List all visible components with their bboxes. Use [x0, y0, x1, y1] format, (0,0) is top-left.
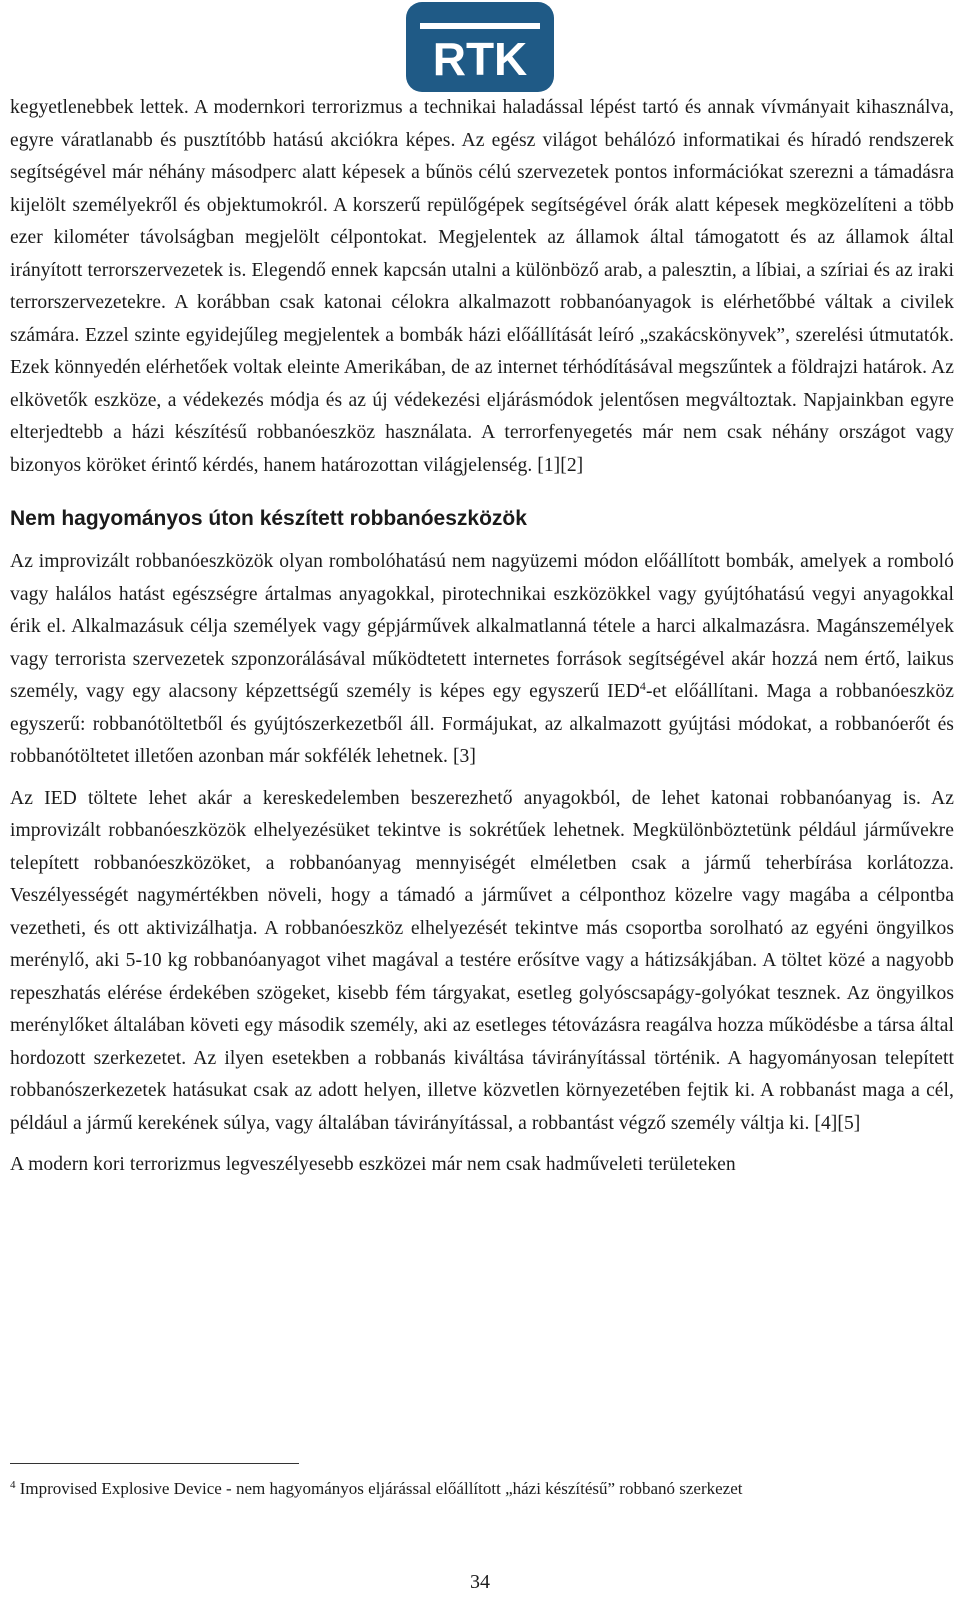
paragraph-4: A modern kori terrorizmus legveszélyesebb eszközei már nem csak hadműveleti területeken [10, 1154, 736, 1175]
paragraph-2-part-b: -et előállítani. Maga a robbanóeszköz egyszerű: robbanótöltetből és gyújtószerkezetből áll. Formájukat, az alkalmazott gyújtási módokat, a robbanóerőt és robbanótöltetet illetően azonban már sokfélék lehetnek. [3] [10, 681, 954, 767]
footnote-divider [10, 1463, 299, 1464]
section-heading: Nem hagyományos úton készített robbanóeszközök [10, 507, 527, 530]
footnote-text: Improvised Explosive Device - nem hagyományos eljárással előállított „házi készítésű” robbanó szerkezet [15, 1479, 743, 1498]
paragraph-1: kegyetlenebbek lettek. A modernkori terrorizmus a technikai haladással lépést tartó és annak vívmányait kihasználva, egyre váratlanabb és pusztítóbb hatású akciókra képes. Az egész világot behálózó informatikai és híradó rendszerek segítségével már néhány másodperc alatt képesek a bűnös célú szervezetek pontos információkat szerezni a támadásra kijelölt személyekről és objektumokról. A korszerű repülőgépek segítségével órák alatt képesek megközelíteni a több ezer kilométer távolságban megjelölt célpontokat. Megjelentek az államok által támogatott és az államok által irányított terrorszervezetek is. Elegendő ennek kapcsán utalni a különböző arab, a palesztin, a líbiai, a szíriai és az iraki terrorszervezetekre. A korábban csak katonai célokra alkalmazott robbanóanyagok is elérhetőbbé váltak a civilek számára. Ezzel szinte egyidejűleg megjelentek a bombák házi előállítását leíró „szakácskönyvek”, szerelési útmutatók. Ezek könnyedén elérhetőek voltak eleinte Amerikában, de az internet térhódításával megszűntek a földrajzi határok. Az elkövetők eszköze, a védekezés módja és az új védekezési eljárásmódok jelentősen megváltoztak. Napjainkban egyre elterjedtebb a házi készítésű robbanóeszköz használata. A terrorfenyegetés már nem csak néhány országot vagy bizonyos köröket érintő kérdés, hanem határozottan világjelenség. [1][2] [10, 97, 954, 476]
footnote [10, 1477, 954, 1501]
page-number: 34 [470, 1571, 490, 1593]
rtk-logo [406, 2, 554, 92]
paragraph-2 [10, 546, 954, 774]
paragraph-3: Az IED töltete lehet akár a kereskedelemben beszerezhető anyagokból, de lehet katonai robbanóanyag is. Az improvizált robbanóeszközök elhelyezésüket tekintve is sokrétűek lehetnek. Megkülönböztetünk például járművekre telepített robbanóeszközöket, a robbanóanyag mennyiségét elméletben csak a jármű teherbírása korlátozza. Veszélyességét nagymértékben növeli, hogy a támadó a járművet a célponthoz közelre vagy magába a célpontba vezetheti, és ott aktivizálhatja. A robbanóeszköz elhelyezését tekintve más csoportba sorolható az egyéni öngyilkos merénylő, aki 5-10 kg robbanóanyagot vihet magával a testére erősítve vagy a hátizsákjában. A töltet közé a nagyobb repeszhatás elérése érdekében szögeket, kisebb fém tárgyakat, esetleg golyóscsapágy-golyókat tesznek. Az öngyilkos merénylőket általában követi egy második személy, aki az esetleges tétovázásra reagálva hozza működésbe a társa által hordozott szerkezetet. Az ilyen esetekben a robbanás kiváltása távirányítással történik. A hagyományosan telepített robbanószerkezetek hatásukat csak az adott helyen, illetve közvetlen környezetében fejtik ki. A robbanást maga a cél, például a jármű kerekének súlya, vagy általában távirányítással, a robbantást végző személy váltja ki. [4][5] [10, 787, 954, 1134]
paragraph-2-part-a: Az improvizált robbanóeszközök olyan rombolóhatású nem nagyüzemi módon előállított bombák, amelyek a romboló vagy halálos hatást egészségre ártalmas anyagokkal, pirotechnikai eszközökkel vagy gyújtóhatású vegyi anyagokkal érik el. Alkalmazásuk célja személyek vagy gépjárművek alkalmatlanná tétele a harci alkalmazásra. Magánszemélyek vagy terrorista szervezetek szponzorálásával működtetett internetes források segítségével akár hozzá nem értő, laikus személy, vagy egy alacsony képzettségű személy is képes egy egyszerű IED [10, 551, 954, 702]
footnote-number: 4 [10, 1479, 16, 1491]
document-body [10, 92, 954, 1182]
logo-text: RTK [432, 33, 528, 85]
footnote-reference[interactable]: 4 [639, 679, 646, 693]
